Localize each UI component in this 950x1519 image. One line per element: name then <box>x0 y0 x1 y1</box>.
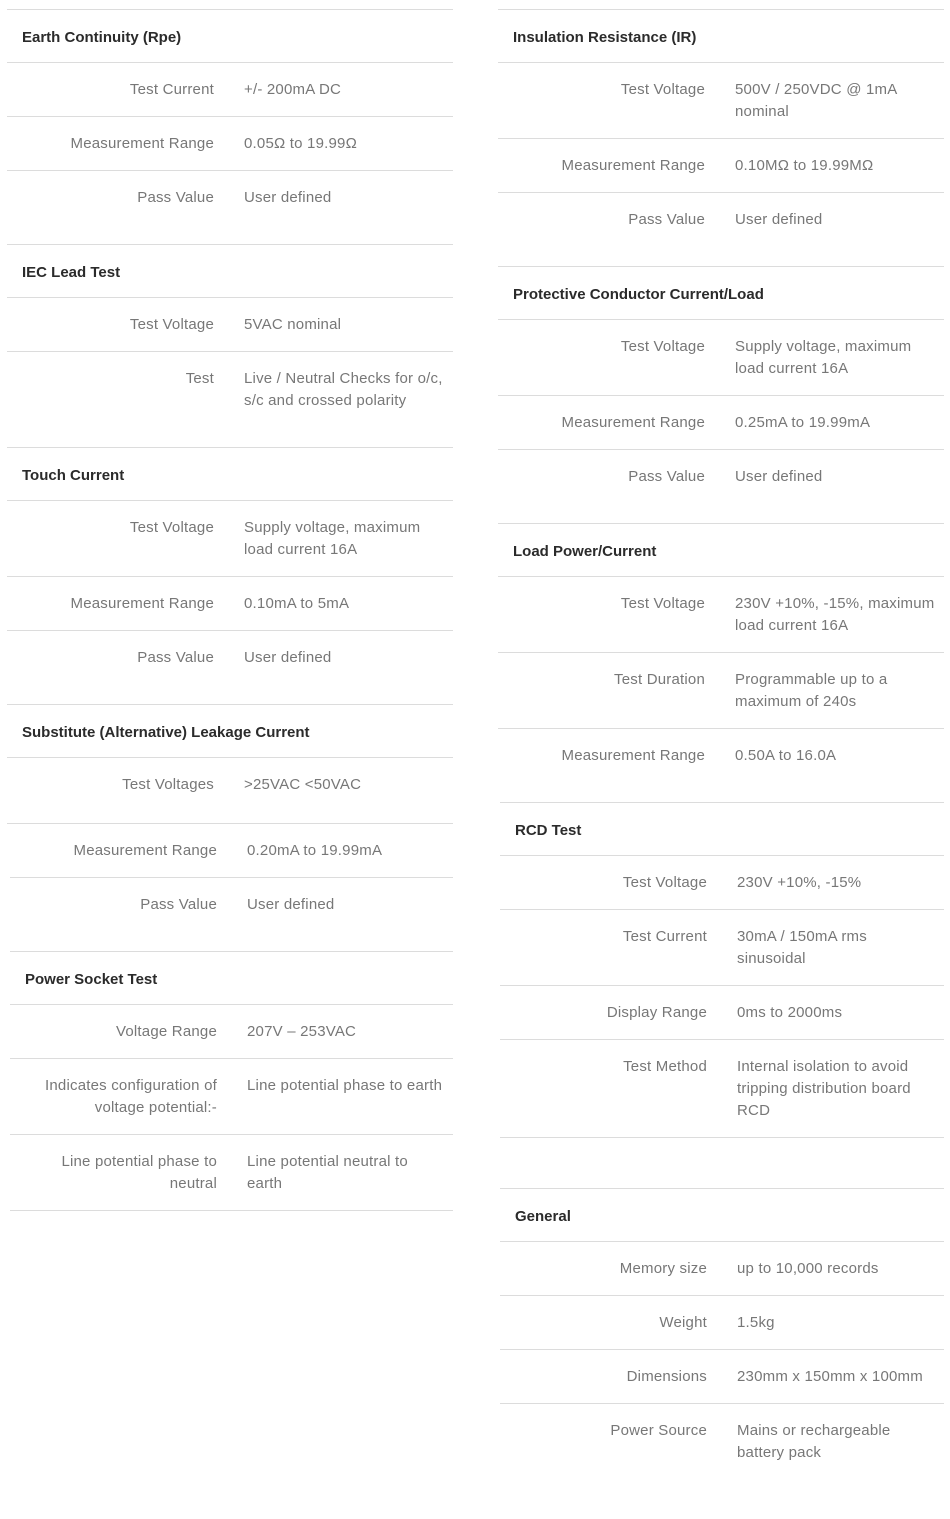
spec-label: Pass Value <box>140 896 217 913</box>
spec-row <box>7 758 453 824</box>
spec-value: Live / Neutral Checks for o/c, s/c and crossed polarity <box>244 370 443 409</box>
section-title: Insulation Resistance (IR) <box>498 10 944 63</box>
section-title: Touch Current <box>7 448 453 501</box>
spec-section-general <box>500 1188 944 1479</box>
spec-label: Test Voltage <box>129 316 214 333</box>
spec-label: Test Method <box>623 1058 707 1075</box>
spec-label: Test Voltage <box>622 874 707 891</box>
section-title: Load Power/Current <box>498 524 944 577</box>
spec-row <box>498 193 944 246</box>
spec-section-load-power <box>498 523 944 802</box>
spec-label: Pass Value <box>628 468 705 485</box>
spec-row <box>498 729 944 782</box>
spec-label: Memory size <box>619 1260 707 1277</box>
spec-section-iec-lead-test <box>7 244 453 447</box>
spec-label: Test <box>185 370 214 387</box>
spec-value: Programmable up to a maximum of 240s <box>735 671 888 710</box>
spec-value: User defined <box>735 468 823 485</box>
spec-label: Test Current <box>129 81 214 98</box>
section-title: RCD Test <box>500 803 944 856</box>
spec-value: Supply voltage, maximum load current 16A <box>735 338 912 377</box>
spec-value: Internal isolation to avoid tripping distribution board RCD <box>737 1058 911 1119</box>
spec-label: Pass Value <box>137 649 214 666</box>
spec-label: Display Range <box>606 1004 707 1021</box>
spec-value: Line potential phase to earth <box>247 1077 443 1094</box>
spec-value: 0.05Ω to 19.99Ω <box>244 135 358 152</box>
section-title: General <box>500 1189 944 1242</box>
spec-row <box>500 1404 944 1479</box>
spec-row <box>498 653 944 729</box>
spec-row <box>7 631 453 684</box>
spec-label: Measurement Range <box>73 842 217 859</box>
spec-label: Line potential phase to neutral <box>61 1153 217 1192</box>
spec-value: 207V – 253VAC <box>247 1023 357 1040</box>
spec-value: 500V / 250VDC @ 1mA nominal <box>735 81 897 120</box>
spec-section-protective-conductor <box>498 266 944 523</box>
spec-label: Power Source <box>610 1422 707 1439</box>
spec-label: Test Voltage <box>620 81 705 98</box>
spec-label: Measurement Range <box>561 747 705 764</box>
spec-row <box>500 1350 944 1404</box>
spec-label: Measurement Range <box>561 157 705 174</box>
spec-label: Voltage Range <box>115 1023 217 1040</box>
spec-value: Supply voltage, maximum load current 16A <box>244 519 421 558</box>
spec-row <box>7 577 453 631</box>
spec-value: 5VAC nominal <box>244 316 342 333</box>
spec-value: 1.5kg <box>737 1314 775 1331</box>
spec-label: Measurement Range <box>70 135 214 152</box>
spec-value: >25VAC <50VAC <box>244 776 362 793</box>
spec-row <box>500 1242 944 1296</box>
spec-row <box>10 1135 453 1211</box>
spec-section-insulation-resistance <box>498 9 944 266</box>
spec-value: User defined <box>247 896 335 913</box>
spec-label: Test Voltage <box>129 519 214 536</box>
spec-value: 0ms to 2000ms <box>737 1004 843 1021</box>
spec-row <box>500 856 944 910</box>
spec-row <box>500 1040 944 1138</box>
spec-value: User defined <box>735 211 823 228</box>
spec-value: Mains or rechargeable battery pack <box>737 1422 891 1461</box>
spec-row <box>10 1059 453 1135</box>
spec-row <box>7 298 453 352</box>
spec-value: 0.25mA to 19.99mA <box>735 414 871 431</box>
spec-label: Indicates configuration of voltage potential:- <box>45 1077 217 1116</box>
spec-row <box>7 171 453 224</box>
spec-label: Measurement Range <box>70 595 214 612</box>
spec-label: Test Voltages <box>122 776 214 793</box>
spec-label: Measurement Range <box>561 414 705 431</box>
spec-value: Line potential neutral to earth <box>247 1153 408 1192</box>
spec-value: 230V +10%, -15% <box>737 874 862 891</box>
spec-label: Test Current <box>622 928 707 945</box>
spec-section-substitute-leakage <box>7 704 453 951</box>
spec-value: User defined <box>244 649 332 666</box>
section-title: Substitute (Alternative) Leakage Current <box>7 705 453 758</box>
left-spec-column <box>7 9 453 1211</box>
spec-label: Pass Value <box>628 211 705 228</box>
spec-label: Test Voltage <box>620 595 705 612</box>
spec-value: 30mA / 150mA rms sinusoidal <box>737 928 867 967</box>
spec-section-earth-continuity <box>7 9 453 244</box>
spec-row <box>498 139 944 193</box>
spec-value: up to 10,000 records <box>737 1260 879 1277</box>
section-title: IEC Lead Test <box>7 245 453 298</box>
spec-row <box>498 396 944 450</box>
spec-row <box>500 986 944 1040</box>
spec-row <box>10 824 453 878</box>
spec-value: +/- 200mA DC <box>244 81 342 98</box>
spec-value: 0.10mA to 5mA <box>244 595 350 612</box>
section-title: Power Socket Test <box>10 952 453 1005</box>
section-title: Protective Conductor Current/Load <box>498 267 944 320</box>
spec-row <box>7 63 453 117</box>
spec-value: 0.50A to 16.0A <box>735 747 837 764</box>
spec-row <box>500 910 944 986</box>
spec-label: Test Voltage <box>620 338 705 355</box>
spec-value: User defined <box>244 189 332 206</box>
spec-section-power-socket <box>10 951 453 1211</box>
spec-label: Pass Value <box>137 189 214 206</box>
section-title: Earth Continuity (Rpe) <box>7 10 453 63</box>
spec-section-rcd-test <box>500 802 944 1188</box>
spec-row <box>498 63 944 139</box>
spec-value: 230V +10%, -15%, maximum load current 16A <box>735 595 935 634</box>
spec-row <box>10 878 453 931</box>
spec-row <box>10 1005 453 1059</box>
right-spec-column <box>498 9 944 1479</box>
spec-label: Weight <box>659 1314 707 1331</box>
spec-value: 230mm x 150mm x 100mm <box>737 1368 923 1385</box>
spec-row <box>500 1296 944 1350</box>
spec-row <box>498 577 944 653</box>
spec-row <box>7 117 453 171</box>
spec-row <box>498 320 944 396</box>
spec-row <box>7 352 453 427</box>
spec-label: Dimensions <box>626 1368 707 1385</box>
spec-label: Test Duration <box>614 671 705 688</box>
spec-value: 0.20mA to 19.99mA <box>247 842 383 859</box>
spec-row <box>7 501 453 577</box>
spec-value: 0.10MΩ to 19.99MΩ <box>735 157 874 174</box>
spec-row <box>498 450 944 503</box>
spec-section-touch-current <box>7 447 453 704</box>
